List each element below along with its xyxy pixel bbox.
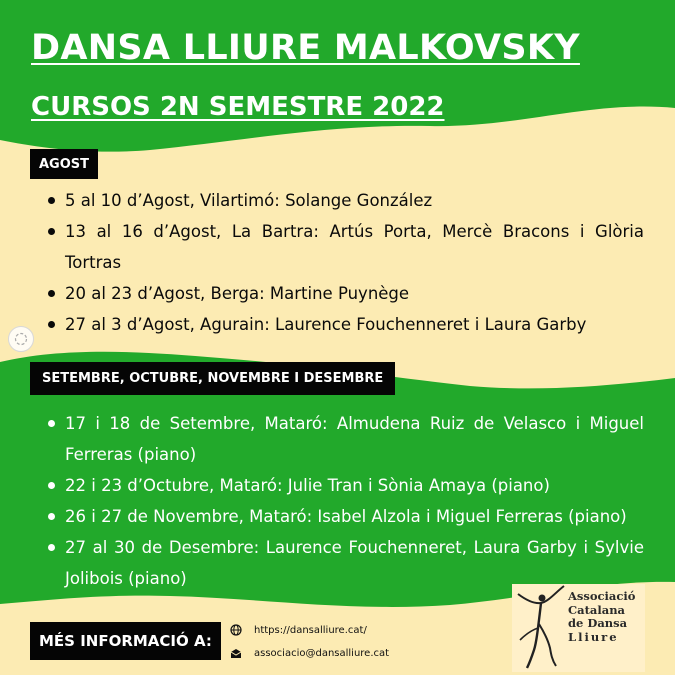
list-item: 27 al 3 d’Agost, Agurain: Laurence Fouchenneret i Laura Garby — [47, 309, 644, 340]
list-item: 22 i 23 d’Octubre, Mataró: Julie Tran i Sònia Amaya (piano) — [47, 470, 644, 501]
website-url: https://dansalliure.cat/ — [254, 624, 367, 636]
list-item: 26 i 27 de Novembre, Mataró: Isabel Alzola i Miguel Ferreras (piano) — [47, 501, 644, 532]
email-address: associacio@dansalliure.cat — [254, 648, 390, 659]
more-info-label: MÉS INFORMACIÓ A: — [30, 622, 221, 660]
website-link[interactable] — [230, 624, 367, 636]
course-list-agost — [47, 185, 644, 340]
list-item: 27 al 30 de Desembre: Laurence Fouchenneret, Laura Garby i Sylvie Jolibois (piano) — [47, 532, 644, 594]
list-item: 17 i 18 de Setembre, Mataró: Almudena Ruiz de Velasco i Miguel Ferreras (piano) — [47, 408, 644, 470]
list-item: 20 al 23 d’Agost, Berga: Martine Puynège — [47, 278, 644, 309]
list-item: 5 al 10 d’Agost, Vilartimó: Solange González — [47, 185, 644, 216]
carousel-indicator-icon[interactable] — [8, 326, 34, 352]
list-item: 13 al 16 d’Agost, La Bartra: Artús Porta, Mercè Bracons i Glòria Tortras — [47, 216, 644, 278]
dancer-figure-icon — [512, 584, 570, 672]
globe-icon — [230, 624, 242, 636]
envelope-icon — [230, 648, 242, 659]
association-logo — [512, 584, 645, 672]
logo-text — [568, 590, 635, 644]
logo-line: Lliure — [568, 629, 619, 644]
logo-line: Catalana — [568, 602, 626, 617]
page-subtitle: CURSOS 2N SEMESTRE 2022 — [31, 92, 445, 122]
section-heading-autumn: SETEMBRE, OCTUBRE, NOVEMBRE I DESEMBRE — [30, 362, 395, 395]
page-title: DANSA LLIURE MALKOVSKY — [31, 28, 580, 68]
section-heading-agost: AGOST — [30, 149, 98, 179]
logo-line: de Dansa — [568, 616, 628, 630]
email-link[interactable] — [230, 648, 389, 659]
course-list-autumn — [47, 408, 644, 594]
logo-line: Associació — [568, 589, 636, 603]
